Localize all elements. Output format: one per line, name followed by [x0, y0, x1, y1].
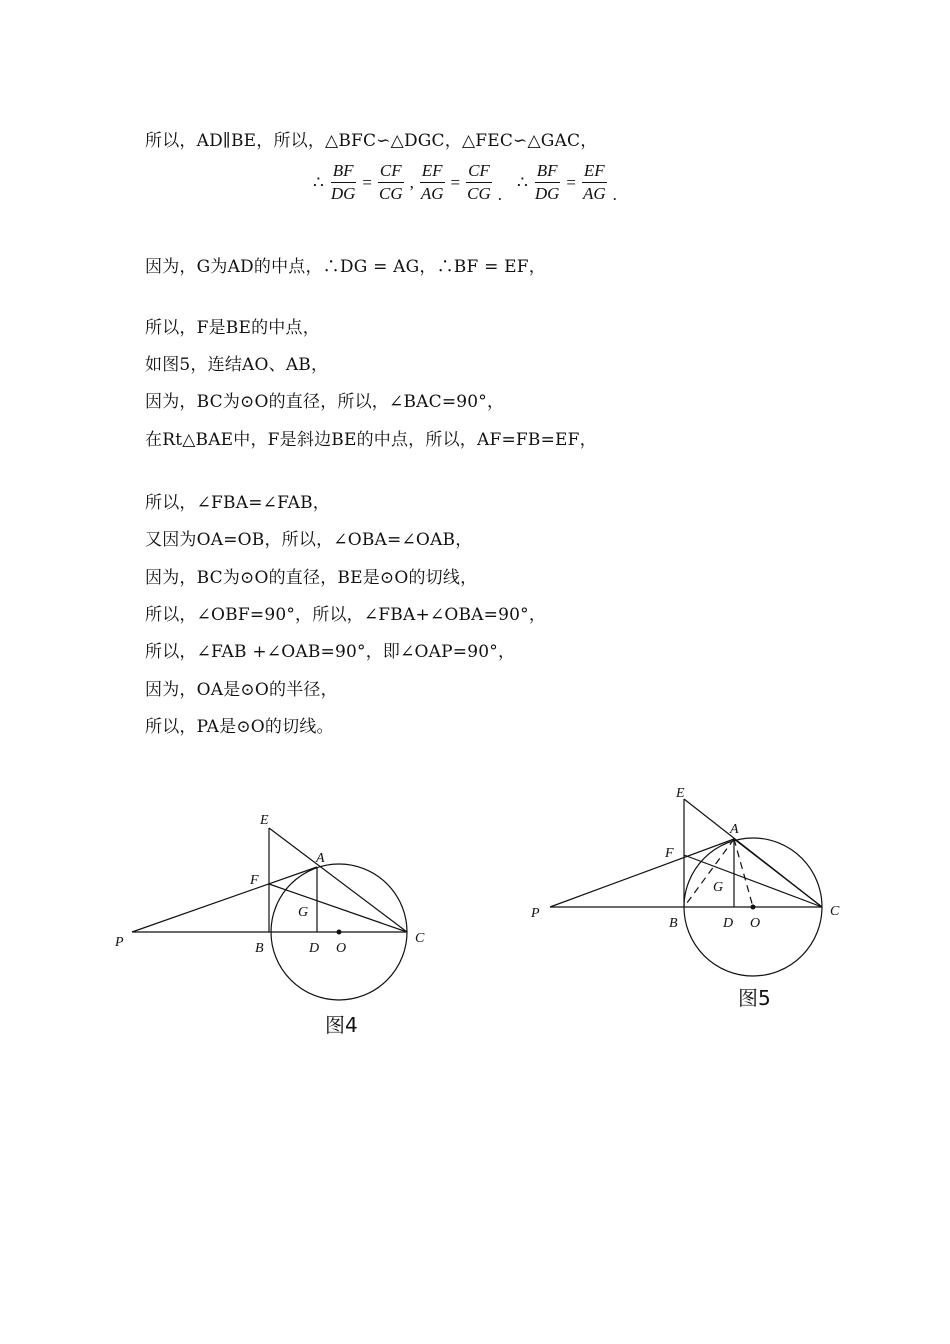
figure-4-diagram [110, 800, 440, 1050]
label-f: F [250, 873, 259, 888]
label-a: A [316, 851, 325, 866]
segment-ac [734, 839, 822, 907]
therefore-symbol: ∴ [517, 172, 528, 192]
segment-ec [269, 828, 407, 932]
text-line-2: 因为，G为AD的中点，∴DG = AG，∴BF = EF， [145, 257, 546, 277]
text-line-12: 因为，OA是⊙O的半径， [145, 680, 338, 700]
segment-pa [550, 839, 734, 907]
label-o: O [750, 916, 761, 931]
text-line-7: 所以，∠FBA=∠FAB， [145, 493, 330, 513]
figure-5-diagram [520, 775, 870, 1025]
text-line-9: 因为，BC为⊙O的直径，BE是⊙O的切线， [145, 568, 478, 588]
text-line-4: 如图5，连结AO、AB， [145, 355, 329, 375]
fraction: $\frac{EF}{AG}$ [582, 161, 606, 203]
segment-ab-dashed [684, 839, 734, 907]
label-e: E [260, 813, 269, 828]
text-line-11: 所以，∠FAB +∠OAB=90°，即∠OAP=90°， [145, 642, 516, 662]
label-b: B [669, 916, 678, 931]
figure-5-caption: 图5 [738, 986, 771, 1010]
segment-ao-dashed [734, 839, 753, 907]
label-d: D [723, 916, 734, 931]
segment-pa [132, 867, 317, 932]
center-dot [751, 905, 756, 910]
segment-fc [684, 855, 822, 907]
text-line-13: 所以，PA是⊙O的切线。 [145, 717, 334, 737]
label-p: P [531, 906, 540, 921]
label-o: O [336, 941, 347, 956]
label-f: F [665, 846, 674, 861]
label-e: E [676, 786, 685, 801]
text-line-1: 所以，AD∥BE，所以，△BFC∽△DGC，△FEC∽△GAC， [145, 131, 598, 151]
label-b: B [255, 941, 264, 956]
label-c: C [830, 904, 840, 919]
figure-4-caption: 图4 [325, 1013, 358, 1037]
segment-fc [269, 884, 407, 932]
label-a: A [730, 822, 739, 837]
therefore-symbol: ∴ [313, 172, 324, 192]
fraction: $\frac{BF}{DG}$ [534, 161, 560, 203]
text-line-6: 在Rt△BAE中，F是斜边BE的中点，所以，AF=FB=EF， [145, 430, 597, 450]
label-c: C [415, 931, 425, 946]
label-d: D [309, 941, 320, 956]
fraction: $\frac{EF}{AG}$ [420, 161, 444, 203]
label-g: G [298, 905, 309, 920]
fraction: $\frac{BF}{DG}$ [330, 161, 356, 203]
fraction: $\frac{CF}{CG}$ [467, 161, 491, 203]
label-p: P [115, 935, 124, 950]
text-line-8: 又因为OA=OB，所以，∠OBA=∠OAB， [145, 530, 473, 550]
text-line-3: 所以，F是BE的中点， [145, 318, 320, 338]
fraction: $\frac{CF}{CG}$ [378, 161, 403, 203]
label-g: G [713, 880, 724, 895]
ratio-formula: ∴ $\frac{BF}{DG}$ = $\frac{CF}{CG}$ , $\frac{EF}{AG}$ = $\frac{CF}{CG}$ . ∴ $\frac{BF}{DG}$ = $\frac{EF}{AG}$ . [313, 161, 617, 204]
text-line-5: 因为，BC为⊙O的直径，所以，∠BAC=90°， [145, 392, 505, 412]
center-dot [337, 930, 342, 935]
text-line-10: 所以，∠OBF=90°，所以，∠FBA+∠OBA=90°， [145, 605, 547, 625]
